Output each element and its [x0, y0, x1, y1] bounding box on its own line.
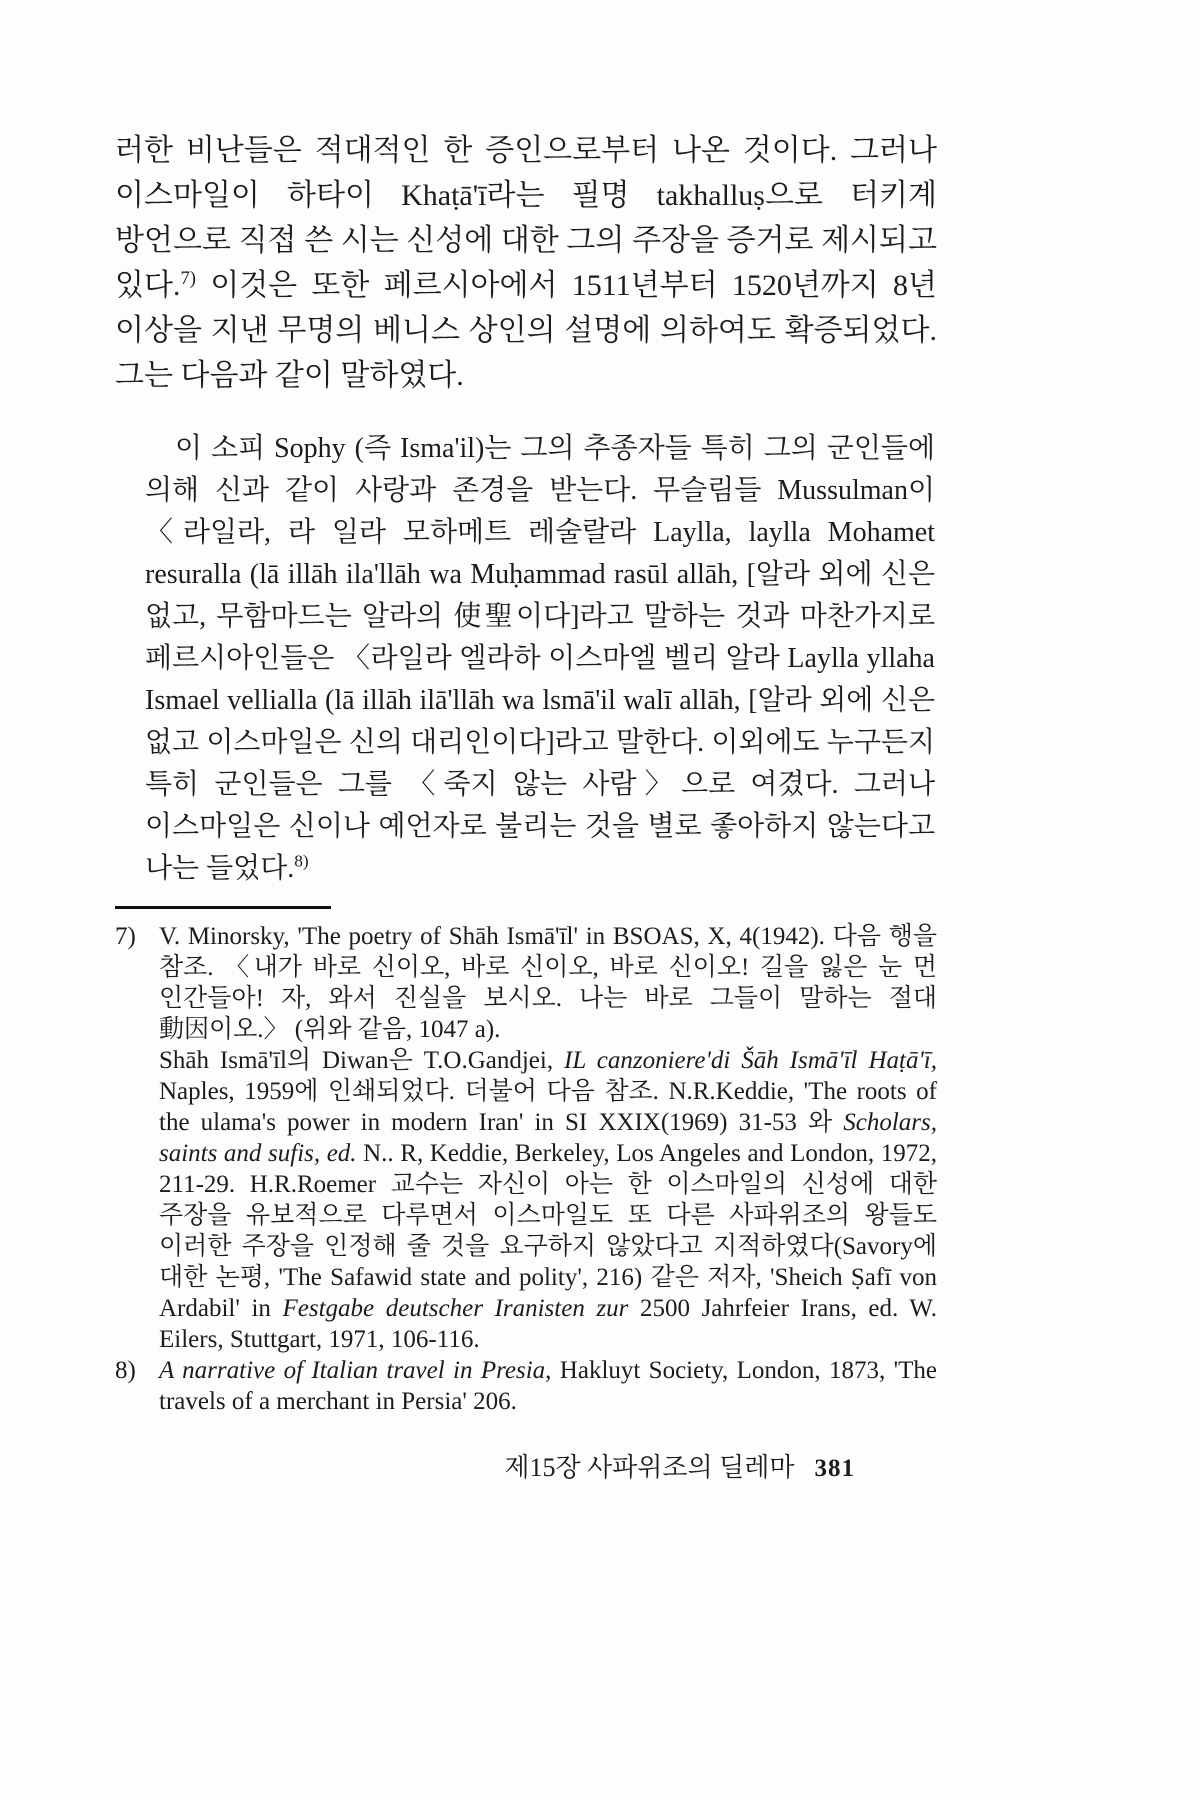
footnote-body: [159, 921, 937, 1355]
footnote-separator: [115, 906, 331, 909]
footnote-marker: 7): [115, 923, 136, 950]
footnote-item: [115, 1355, 937, 1417]
page-number: 381: [814, 1455, 855, 1482]
body-paragraph: 러한 비난들은 적대적인 한 증인으로부터 나온 것이다. 그러나 이스마일이 하타이 Khaṭā'ī라는 필명 takhalluṣ으로 터키계 방언으로 직접 쓴 시는 신성에 대한 그의 주장을 증거로 제시되고 있다.$^{7)}$ 이것은 또한 페르시아에서 1511년부터 1520년까지 8년 이상을 지낸 무명의 베니스 상인의 설명에 의하여도 확증되었다. 그는 다음과 같이 말하였다.: [115, 134, 937, 392]
page-footer: [115, 1447, 937, 1484]
footnote-section: [115, 921, 937, 1417]
footnote-marker: 8): [115, 1357, 136, 1384]
footnote-paragraph: V. Minorsky, 'The poetry of Shāh Ismā'īl' in BSOAS, X, 4(1942). 다음 행을 참조. 〈내가 바로 신이오, 바로 신이오, 바로 신이오! 길을 잃은 눈 먼 인간들아! 자, 와서 진실을 보시오. 나는 바로 그들이 말하는 절대 動因이오.〉 (위와 같음, 1047 a).: [159, 923, 937, 1043]
page-content: [115, 128, 937, 1484]
footnote-paragraph: Shāh Ismā'īl의 Diwan은 T.O.Gandjei, IL canzoniere'di Šāh Ismā'īl Haṭā'ī, Naples, 1959에 인쇄되었다. 더불어 다음 참조. N.R.Keddie, 'The roots of the ulama's power in modern Iran' in SI XXIX(1969) 31-53 와 Scholars, saints and sufis, ed. N.. R, Keddie, Berkeley, Los Angeles and London, 1972, 211-29. H.R.Roemer 교수는 자신이 아는 한 이스마일의 신성에 대한 주장을 유보적으로 다루면서 이스마일도 또 다른 사파위조의 왕들도 이러한 주장을 인정해 줄 것을 요구하지 않았다고 지적하였다(Savory에 대한 논평, 'The Safawid state and polity', 216) 같은 저자, 'Sheich Ṣafī von Ardabil' in Festgabe deutscher Iranisten zur 2500 Jahrfeier Irans, ed. W. Eilers, Stuttgart, 1971, 106-116.: [159, 1047, 937, 1353]
footnote-item: [115, 921, 937, 1355]
chapter-title: 제15장 사파위조의 딜레마: [504, 1453, 795, 1482]
footnote-body: [159, 1355, 937, 1417]
quote-block: 이 소피 Sophy (즉 Isma'il)는 그의 추종자들 특히 그의 군인들에 의해 신과 같이 사랑과 존경을 받는다. 무슬림들 Mussulman이 〈라일라, 라 일라 모하메트 레술랄라 Laylla, laylla Mohamet resuralla (lā illāh ila'llāh wa Muḥammad rasūl allāh, [알라 외에 신은 없고, 무함마드는 알라의 使聖이다]라고 말하는 것과 마찬가지로 페르시아인들은 〈라일라 엘라하 이스마엘 벨리 알라 Laylla yllaha Ismael vellialla (lā illāh ilā'llāh wa lsmā'il walī allāh, [알라 외에 신은 없고 이스마일은 신의 대리인이다]라고 말한다. 이외에도 누구든지 특히 군인들은 그를 〈죽지 않는 사람〉으로 여겼다. 그러나 이스마일은 신이나 예언자로 불리는 것을 별로 좋아하지 않는다고 나는 들었다.$^{8)}$: [145, 433, 935, 884]
footnote-paragraph: A narrative of Italian travel in Presia, Hakluyt Society, London, 1873, 'The travels of a merchant in Persia' 206.: [159, 1357, 937, 1415]
